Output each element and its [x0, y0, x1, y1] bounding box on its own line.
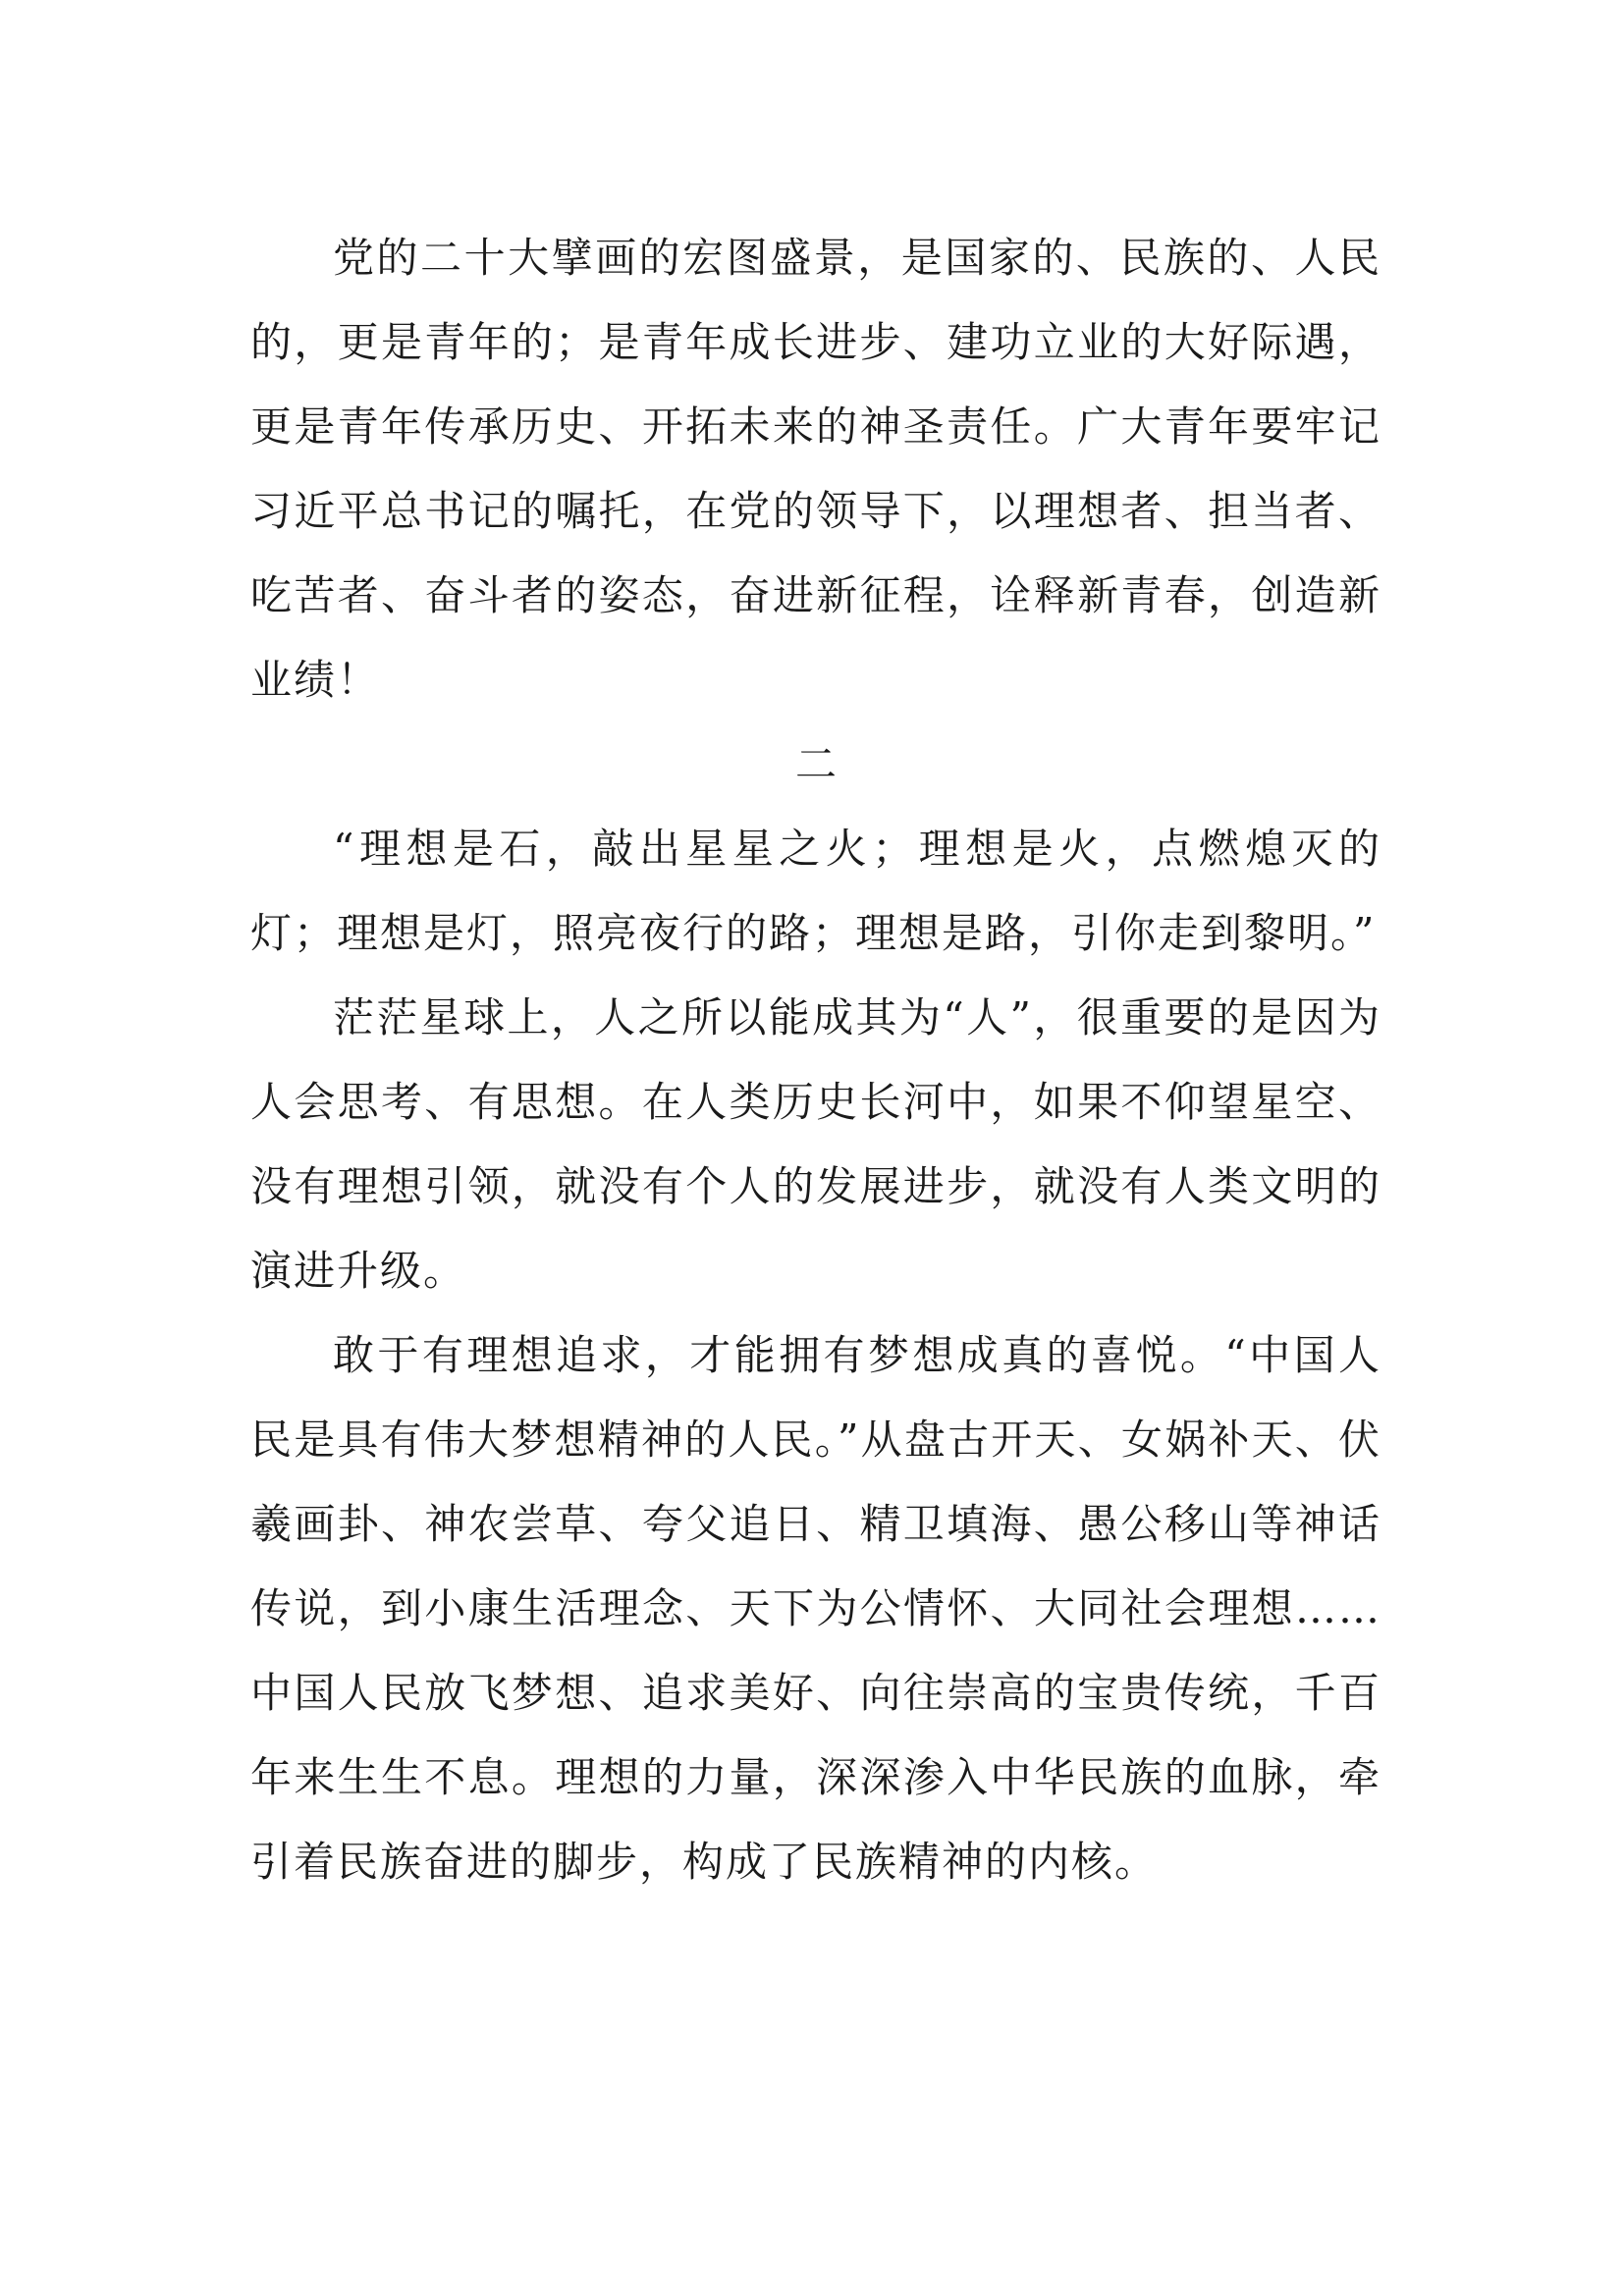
section-heading: 二 — [794, 740, 837, 788]
paragraph-ideal-quote: “理想是石，敲出星星之火；理想是火，点燃熄灭的灯；理想是灯，照亮夜行的路；理想是路，引你走到黎明。” — [250, 825, 1381, 957]
document-body — [250, 216, 1381, 1904]
paragraph-youth-responsibility: 党的二十大擘画的宏图盛景，是国家的、民族的、人民的，更是青年的；是青年成长进步、建功立业的大好际遇，更是青年传承历史、开拓未来的神圣责任。广大青年要牢记习近平总书记的嘱托，在党的领导下，以理想者、担当者、吃苦者、奋斗者的姿态，奋进新征程，诠释新青春，创造新业绩！ — [250, 234, 1381, 704]
paragraph-human-thinking: 茫茫星球上，人之所以能成其为“人”，很重要的是因为人会思考、有思想。在人类历史长河中，如果不仰望星空、没有理想引领，就没有个人的发展进步，就没有人类文明的演进升级。 — [250, 993, 1381, 1295]
paragraph-dream-spirit: 敢于有理想追求，才能拥有梦想成真的喜悦。“中国人民是具有伟大梦想精神的人民。”从盘古开天、女娲补天、伏羲画卦、神农尝草、夸父追日、精卫填海、愚公移山等神话传说，到小康生活理念、天下为公情怀、大同社会理想……中国人民放飞梦想、追求美好、向往崇高的宝贵传统，千百年来生生不息。理想的力量，深深渗入中华民族的血脉，牵引着民族奋进的脚步，构成了民族精神的内核。 — [250, 1331, 1381, 1886]
